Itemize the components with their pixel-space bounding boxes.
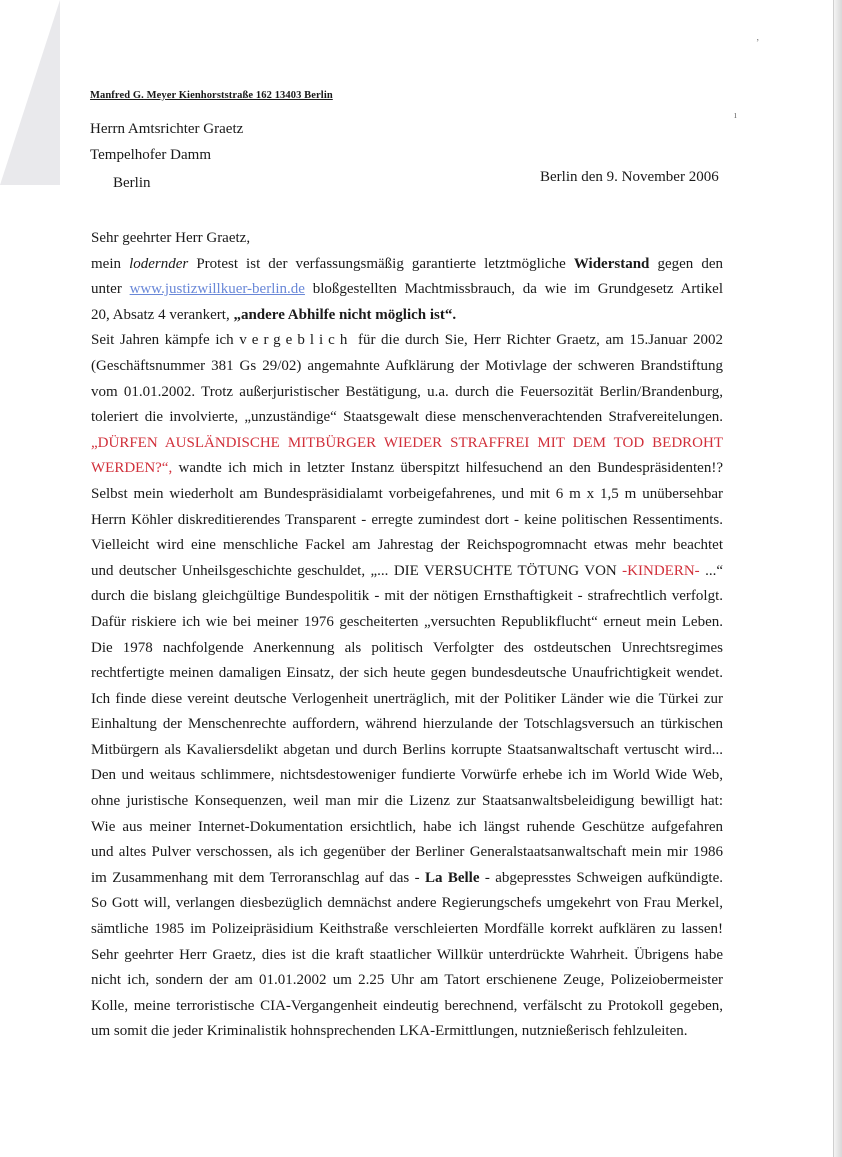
text-run: Protest ist der verfassungsmäßig garantierte letztmögliche: [188, 255, 574, 272]
text-run: bloßgestellten Machtmissbrauch, da wie im Grundgesetz Artikel: [304, 281, 723, 298]
text-line: Die 1978 nachfolgende Anerkennung als politisch Verfolgter des ostdeutschen Unrechtsregimes: [91, 639, 723, 656]
text-run: 20, Absatz 4 verankert,: [91, 306, 234, 323]
bold-text: La Belle: [424, 869, 480, 886]
spaced-word: vergeblich: [239, 332, 353, 349]
red-headline: „DÜRFEN AUSLÄNDISCHE MITBÜRGER WIEDER STRAFFREI MIT DEM TOD BEDROHT: [91, 434, 723, 451]
text-line: Ich finde diese vereint deutsche Verlogenheit unerträglich, mit der Politiker Länder wie die Türkei zur: [91, 690, 723, 707]
text-line: Sehr geehrter Herr Graetz, dies ist die kraft staatlicher Willkür unterdrückte Wahrheit. Übrigens habe: [91, 946, 723, 963]
text-line: Vielleicht wird eine menschliche Fackel am Jahrestag der Reichspogromnacht etwas mehr beachtet: [91, 537, 723, 554]
text-run: mein: [91, 255, 130, 272]
text-line: Selbst mein wiederholt am Bundespräsidialamt vorbeigefahrenes, und mit 6 m x 1,5 m unübersehbar: [91, 485, 723, 502]
red-word: -KINDERN-: [622, 562, 700, 579]
text-line: [91, 866, 723, 892]
text-line: So Gott will, verlangen diesbezüglich demnächst andere Regierungschefs umgekehrt von Frau Merkel,: [91, 895, 723, 912]
emphasis-text: lodernder: [129, 255, 189, 272]
text-line: [91, 303, 723, 329]
bold-text: Widerstand: [573, 255, 650, 272]
page-edge: [834, 0, 842, 1157]
text-line: Mitbürgern als Kavaliersdelikt abgetan und durch Berlins korrupte Staatsanwaltschaft vertuscht wird...: [91, 741, 723, 758]
text-run: - abgepresstes Schweigen aufkündigte.: [479, 869, 723, 886]
text-run: für die durch Sie, Herr Richter Graetz, am 15.Januar 2002: [352, 332, 723, 349]
text-line: (Geschäftsnummer 381 Gs 29/02) angemahnte Aufklärung der Motivlage der schweren Brandstiftung: [91, 357, 723, 374]
text-line: durch die bislang gleichgültige Bundespolitik - mit der nötigen Ernsthaftigkeit - strafrechtlich verfolgt.: [91, 588, 723, 605]
text-line: und altes Pulver verschossen, als ich gegenüber der Berliner Generalstaatsanwaltschaft mein mir 1986: [91, 844, 723, 861]
text-line: [91, 559, 723, 585]
recipient-city: Berlin: [113, 175, 151, 191]
text-line: [91, 456, 723, 482]
text-line: nicht ich, sondern der am 01.01.2002 um 2.25 Uhr am Tatort erschienene Zeuge, Polizeiobermeister: [91, 972, 723, 989]
letter-date: Berlin den 9. November 2006: [540, 169, 719, 185]
text-line: Den und weitaus schlimmere, nichtsdestoweniger fundierte Vorwürfe erhebe ich im World Wide Web,: [91, 767, 723, 784]
text-line: vom 01.01.2002. Trotz außerjuristischer Bestätigung, u.a. durch die Feuersozität Berlin/Brandenburg,: [91, 383, 723, 400]
letter-body: [91, 226, 723, 1045]
text-line: rechtfertigte meinen damaligen Einsatz, der sich heute gegen bundesdeutsche Unaufrichtigkeit wendet.: [91, 665, 723, 682]
text-line: um somit die jeder Kriminalistik hohnsprechenden LKA-Ermittlungen, nutznießerisch fehlzuleiten.: [91, 1023, 688, 1040]
recipient-line-1: Herrn Amtsrichter Graetz: [90, 121, 244, 137]
bold-quote: „andere Abhilfe nicht möglich ist“.: [233, 306, 457, 323]
text-line: [91, 328, 723, 354]
text-line: Wie aus meiner Internet-Dokumentation ersichtlich, habe ich längst ruhende Geschütze aufgefahren: [91, 818, 723, 835]
text-line: Herrn Köhler diskreditierendes Transparent - erregte zumindest dort - keine politischen Ressentiments.: [91, 511, 723, 528]
text-line: sämtliche 1985 im Polizeipräsidium Keithstraße verschleierten Mordfälle korrekt aufklären zu lassen!: [91, 921, 723, 938]
text-line: Kolle, meine terroristische CIA-Vergangenheit eindeutig berechnend, verfälscht zu Protokoll gegeben,: [91, 997, 723, 1014]
text-line: ohne juristische Konsequenzen, weil man mir die Lizenz zur Staatsanwaltsbeleidigung bewilligt hat:: [91, 793, 723, 810]
text-line: [91, 277, 723, 303]
text-run: im Zusammenhang mit dem Terroranschlag auf das -: [91, 869, 425, 886]
text-run: ...“: [699, 562, 723, 579]
folded-corner: [0, 0, 60, 185]
text-line: [91, 252, 723, 278]
text-run: unter: [91, 281, 130, 298]
red-headline-end: WERDEN?“,: [91, 460, 173, 477]
recipient-line-2: Tempelhofer Damm: [90, 147, 211, 163]
text-run: Seit Jahren kämpfe ich: [91, 332, 240, 349]
text-line: Dafür riskiere ich wie bei meiner 1976 gescheiterten „versuchten Republikflucht“ erneut mein Leben.: [91, 613, 723, 630]
sender-address: Manfred G. Meyer Kienhorststraße 162 13403 Berlin: [90, 90, 333, 101]
text-line: Einhaltung der Menschenrechte auffordern, während hierzulande der Totschlagsversuch an türkischen: [91, 716, 723, 733]
text-run: und deutscher Unheilsgeschichte geschuldet, „... DIE VERSUCHTE TÖTUNG VON: [91, 562, 623, 579]
text-run: gegen den: [649, 255, 724, 272]
website-link[interactable]: www.justizwillkuer-berlin.de: [129, 281, 305, 298]
salutation: Sehr geehrter Herr Graetz,: [91, 230, 251, 246]
scan-speck: ı: [734, 110, 737, 121]
scan-speck: ʼ: [756, 38, 760, 49]
text-line: toleriert die involvierte, „unzuständige“ Staatsgewalt diese menschenverachtenden Strafvereitelungen.: [91, 409, 723, 426]
text-run: wandte ich mich in letzter Instanz überspitzt hilfesuchend an den Bundespräsidenten!?: [172, 460, 723, 477]
